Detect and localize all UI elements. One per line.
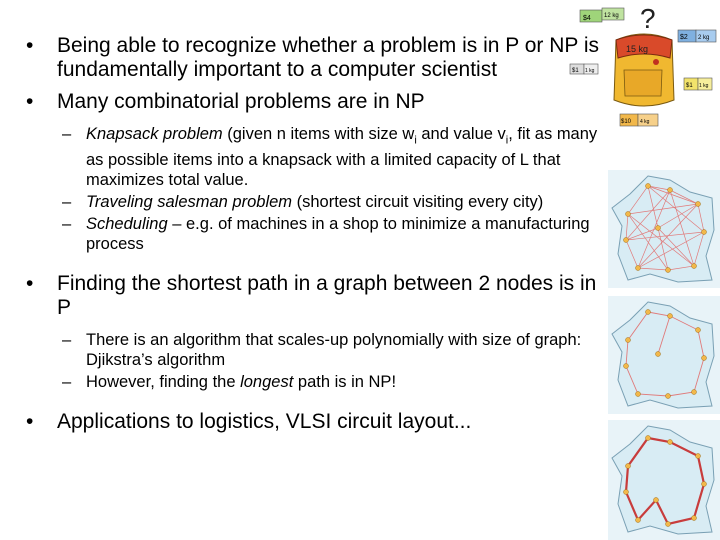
sub-bullet-scheduling: – Scheduling – e.g. of machines in a shop to minimize a manufacturing process [62,215,590,254]
bullet-4-text: Applications to logistics, VLSI circuit layout... [57,410,472,434]
knapsack-item-3 [570,64,598,74]
bullet-2-subs [26,124,601,254]
bullet-1: • Being able to recognize whether a problem is in P or NP is fundamentally important to a computer scientist [26,34,600,81]
svg-text:$10: $10 [621,119,632,125]
knapsack-illustration [566,0,720,135]
bullet-3: • Finding the shortest path in a graph between 2 nodes is in P [26,272,601,320]
slide-content [26,34,601,442]
svg-text:$2: $2 [680,34,688,41]
knapsack-bag-icon [614,34,674,106]
bullet-1-text: Being able to recognize whether a problem is in P or NP is fundamentally important to a computer scientist [57,34,600,81]
svg-text:15 kg: 15 kg [626,44,649,54]
knapsack-item-1 [580,8,624,22]
sub-bullet-tsp: – Traveling salesman problem (shortest circuit visiting every city) [62,193,544,212]
bullet-2: • Many combinatorial problems are in NP [26,90,425,113]
bullet-3-text: Finding the shortest path in a graph between 2 nodes is in P [57,272,597,320]
svg-text:4 kg: 4 kg [640,119,650,125]
tsp-term: Traveling salesman problem [86,193,293,212]
svg-text:$4: $4 [583,15,591,22]
knapsack-item-5 [620,114,658,126]
knapsack-item-4 [684,78,712,90]
svg-text:$1: $1 [572,68,579,74]
bullet-2-text: Many combinatorial problems are in NP [57,90,425,113]
france-map-optimal-tour [608,420,720,540]
svg-text:12 kg: 12 kg [604,13,619,19]
sub-bullet-longest-path: – However, finding the longest path is in NP! [62,373,397,392]
svg-text:1 kg: 1 kg [699,83,709,89]
svg-text:2 kg: 2 kg [698,35,710,41]
bullet-4: • Applications to logistics, VLSI circuit layout... [26,410,472,434]
question-mark: ? [640,3,656,34]
svg-text:$1: $1 [686,83,693,89]
svg-text:1 kg: 1 kg [585,68,595,74]
bullet-3-subs [26,330,601,392]
knapsack-item-2 [678,30,716,42]
france-map-candidate-route [608,296,720,414]
sub-bullet-knapsack: – Knapsack problem (given n items with size $w_i$ and value $v_i$, fit as many as possible items into a knapsack with a limited capacity of L that maximizes total value. [62,125,598,190]
scheduling-term: Scheduling [86,215,168,234]
sub-bullet-dijkstra: – There is an algorithm that scales-up polynomially with size of graph: Djikstra’s algorithm [62,331,582,370]
knapsack-term: Knapsack problem [86,125,223,143]
france-map-complete-graph [608,170,720,288]
